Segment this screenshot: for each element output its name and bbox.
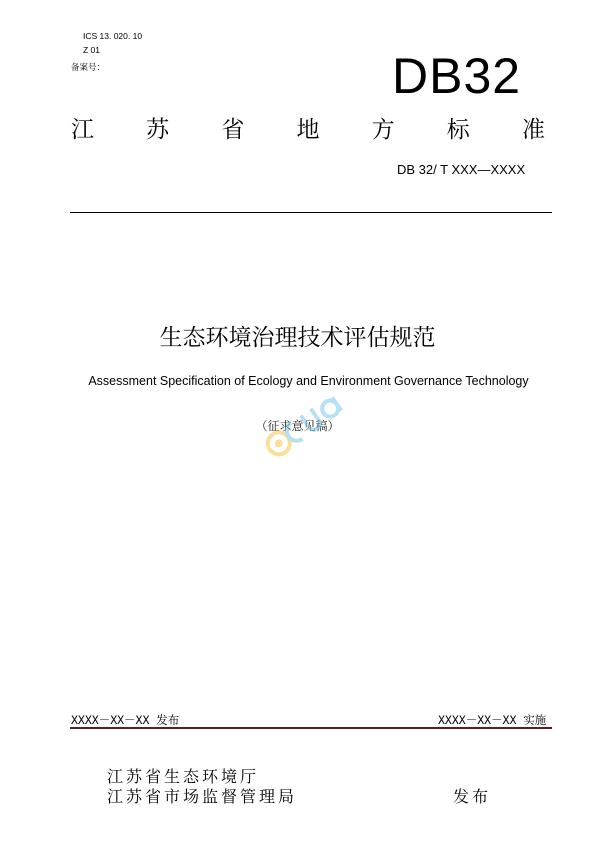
draft-note: （征求意见稿）: [255, 419, 340, 433]
standard-type-char: 标: [446, 117, 470, 143]
classification-code: Z 01: [83, 45, 101, 55]
standard-type-char: 方: [371, 117, 395, 143]
standard-type-heading: [71, 115, 545, 145]
document-title-chinese: 生态环境治理技术评估规范: [159, 325, 436, 351]
standard-type-char: 准: [521, 117, 545, 143]
document-title-english: Assessment Specification of Ecology and Environment Governance Technology: [88, 374, 529, 388]
issuer-org-ecology: 江苏省生态环境厅: [107, 767, 260, 786]
implement-date: XXXX－XX－XX 实施: [438, 713, 547, 727]
ics-code: ICS 13. 020. 10: [83, 31, 143, 41]
publish-date: XXXX－XX－XX 发布: [71, 713, 180, 727]
header-divider: [70, 212, 552, 213]
standard-type-char: 苏: [146, 117, 170, 143]
footer-divider: [70, 727, 552, 729]
filing-number-label: 备案号：: [71, 63, 106, 73]
issue-label: 发布: [453, 787, 492, 806]
standard-type-char: 地: [296, 117, 320, 143]
standard-type-char: 江: [71, 117, 94, 143]
standard-number: DB 32/ T XXX—XXXX: [397, 162, 526, 177]
standard-type-char: 省: [221, 117, 245, 143]
db-logo: DB32: [392, 48, 522, 104]
issuer-org-market: 江苏省市场监督管理局: [107, 787, 298, 806]
